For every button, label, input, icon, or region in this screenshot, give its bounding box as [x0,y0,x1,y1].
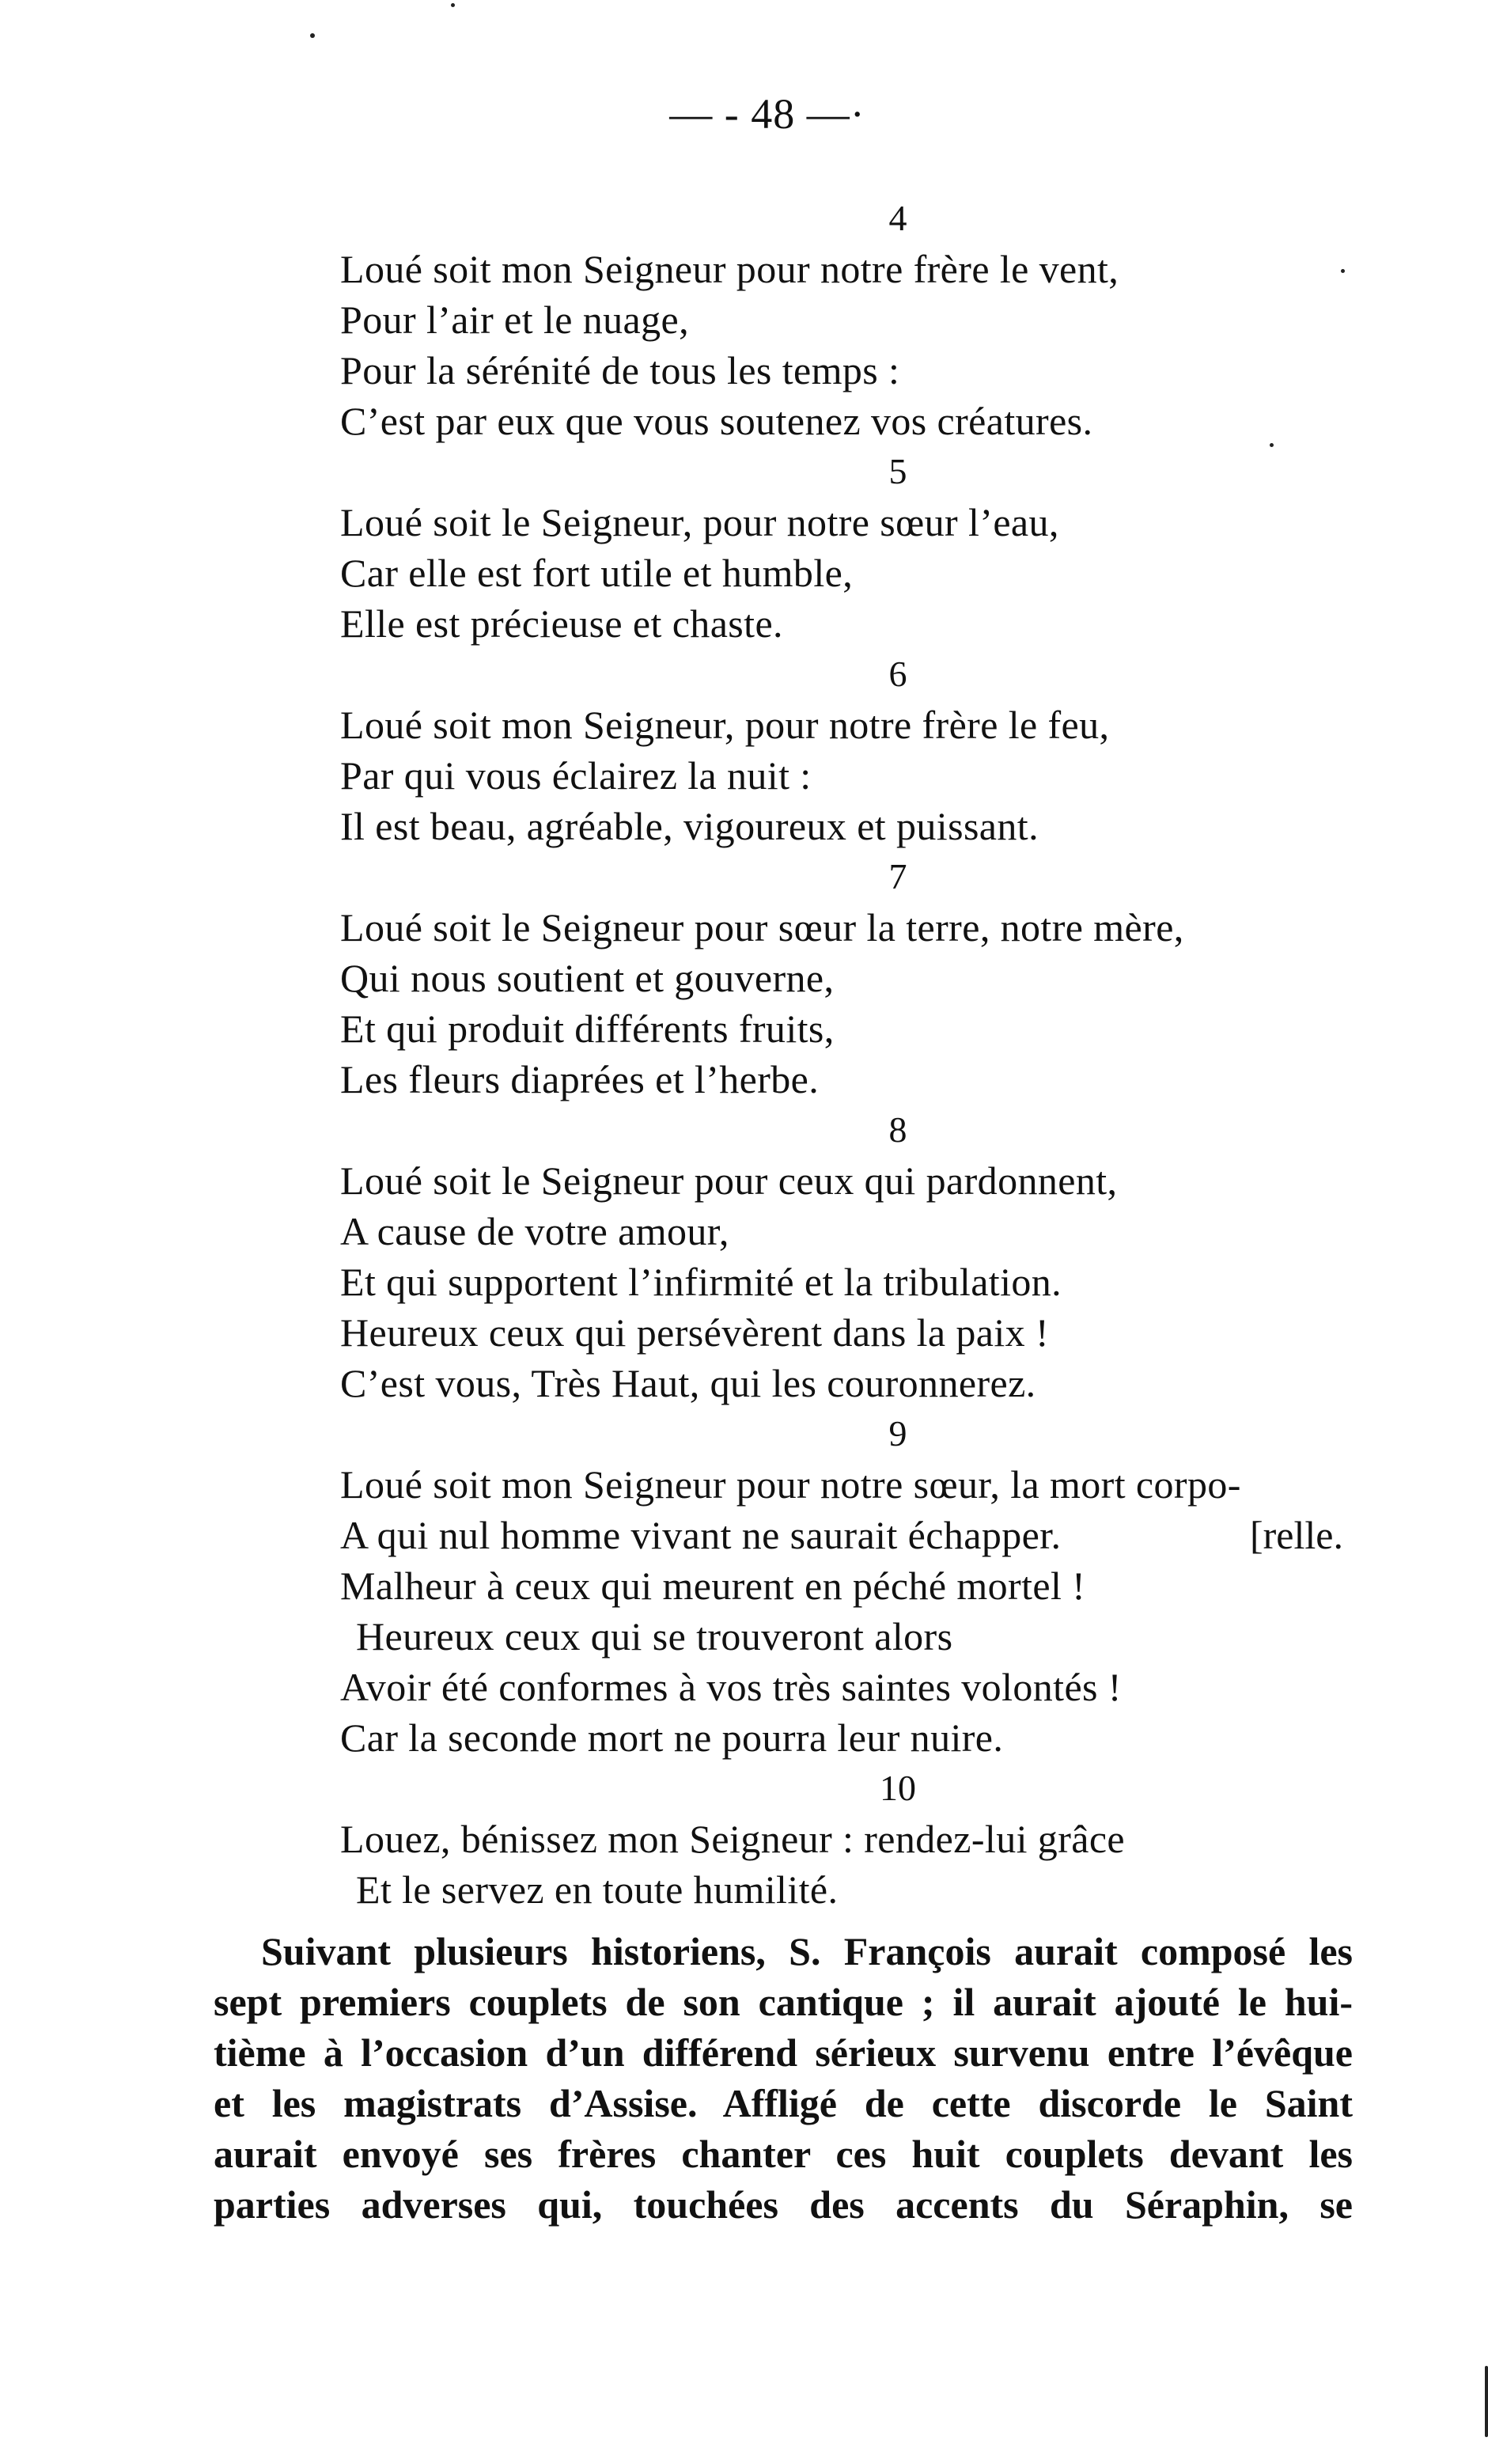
prose-line: et les magistrats d’Assise. Affligé de cette discorde le Saint [214,2081,1353,2125]
poem [340,193,1369,1915]
poem-line: C’est par eux que vous soutenez vos créatures. [340,399,1093,443]
poem-line: Loué soit mon Seigneur, pour notre frère le feu, [340,703,1110,747]
poem-line: A qui nul homme vivant ne saurait échapper. [340,1513,1062,1557]
poem-line: Heureux ceux qui se trouveront alors [356,1614,953,1658]
stanza-number: 6 [888,654,907,694]
stray-mark [451,3,455,7]
poem-line: Et le servez en toute humilité. [356,1867,839,1912]
poem-line: Heureux ceux qui persévèrent dans la paix ! [340,1310,1050,1355]
poem-line: Pour l’air et le nuage, [340,298,689,342]
poem-line: Par qui vous éclairez la nuit : [340,753,812,798]
poem-line-group [340,1510,1369,1560]
poem-line: Et qui supportent l’infirmité et la tribulation. [340,1260,1062,1304]
prose-line: parties adverses qui, touchées des accents du Séraphin, se [214,2182,1353,2227]
stanza-number: 5 [888,451,907,491]
prose-line: tième à l’occasion d’un différend sérieux survenu entre l’évêque [214,2030,1353,2075]
poem-line: Qui nous soutient et gouverne, [340,956,835,1000]
poem-line: Car elle est fort utile et humble, [340,551,854,595]
poem-line: Loué soit le Seigneur pour sœur la terre, notre mère, [340,905,1184,950]
prose-line: Suivant plusieurs historiens, S. François aurait composé les [261,1929,1353,1973]
prose-line: sept premiers couplets de son cantique ; il aurait ajouté le hui- [214,1980,1353,2024]
poem-line: Loué soit le Seigneur pour ceux qui pardonnent, [340,1158,1118,1203]
poem-line: Pour la sérénité de tous les temps : [340,348,900,392]
poem-line: Loué soit mon Seigneur pour notre frère le vent, [340,247,1119,291]
poem-line: C’est vous, Très Haut, qui les couronnerez. [340,1361,1036,1405]
poem-line: Car la seconde mort ne pourra leur nuire. [340,1715,1004,1760]
poem-line: Loué soit mon Seigneur pour notre sœur, la mort corpo- [340,1462,1241,1507]
poem-line: Malheur à ceux qui meurent en péché mortel ! [340,1564,1086,1608]
poem-line: Louez, bénissez mon Seigneur : rendez-lui grâce [340,1817,1126,1861]
poem-line: Avoir été conformes à vos très saintes volontés ! [340,1665,1122,1709]
page-number: — - 48 —· [669,90,865,138]
stanza-number: 4 [888,198,907,238]
stanza-number: 7 [888,856,907,897]
poem-line: Il est beau, agréable, vigoureux et puissant. [340,804,1039,848]
prose-paragraph [214,1926,1353,2230]
stanza-number: 9 [888,1413,907,1454]
poem-line: Les fleurs diaprées et l’herbe. [340,1057,820,1101]
stanza-number: 8 [888,1109,907,1150]
stray-mark [310,33,315,38]
poem-line: A cause de votre amour, [340,1209,729,1253]
poem-line: Loué soit le Seigneur, pour notre sœur l’eau, [340,500,1059,544]
poem-line: Elle est précieuse et chaste. [340,601,783,646]
prose-line: aurait envoyé ses frères chanter ces huit couplets devant les [214,2132,1353,2176]
stray-mark [1485,2366,1488,2437]
line-continuation: [relle. [1250,1513,1343,1557]
poem-line: Et qui produit différents fruits, [340,1006,835,1051]
stanza-number: 10 [880,1768,916,1808]
